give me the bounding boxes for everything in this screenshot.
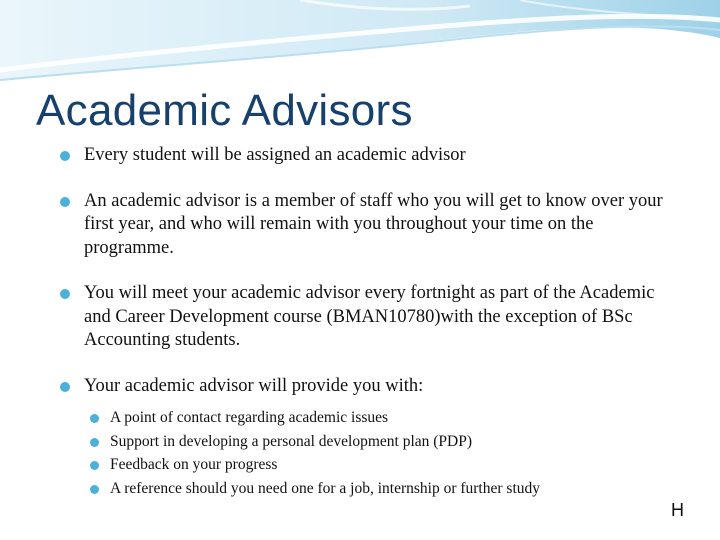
sub-bullet-text: Support in developing a personal development plan (PDP) [110, 432, 473, 450]
bullet-item [60, 282, 680, 353]
sub-bullet-text: A point of contact regarding academic issues [110, 409, 389, 426]
sub-bullet-text: A reference should you need one for a job, internship or further study [110, 479, 540, 497]
bullet-dot-icon [60, 382, 70, 392]
bullet-text: Your academic advisor will provide you with: [84, 375, 424, 396]
sub-bullet-item [90, 430, 680, 454]
slide-content [60, 144, 680, 500]
bullet-text: You will meet your academic advisor every fortnight as part of the Academic and Career Development course (BMAN10780)with the exception of BSc Accounting students. [84, 283, 655, 350]
sub-bullet-dot-icon [90, 438, 99, 447]
bullet-text: Every student will be assigned an academic advisor [84, 145, 466, 165]
sub-bullet-dot-icon [90, 485, 99, 494]
sub-bullet-text: Feedback on your progress [110, 456, 278, 473]
bullet-item [60, 144, 680, 168]
bullet-item [60, 190, 680, 261]
decorative-wave-header [0, 0, 720, 100]
bullet-dot-icon [60, 197, 70, 207]
bullet-text: An academic advisor is a member of staff who you will get to know over your first year, and who will remain with you throughout your time on the programme. [84, 190, 663, 258]
corner-mark: H [671, 500, 684, 520]
sub-bullet-item [90, 477, 680, 501]
sub-bullet-dot-icon [90, 414, 99, 423]
sub-bullet-dot-icon [90, 461, 99, 470]
sub-bullet-list [60, 406, 680, 500]
sub-bullet-item [90, 406, 680, 430]
bullet-dot-icon [60, 289, 70, 299]
slide-title: Academic Advisors [36, 86, 413, 135]
bullet-item [60, 375, 680, 399]
sub-bullet-item [90, 453, 680, 477]
bullet-dot-icon [60, 151, 70, 161]
